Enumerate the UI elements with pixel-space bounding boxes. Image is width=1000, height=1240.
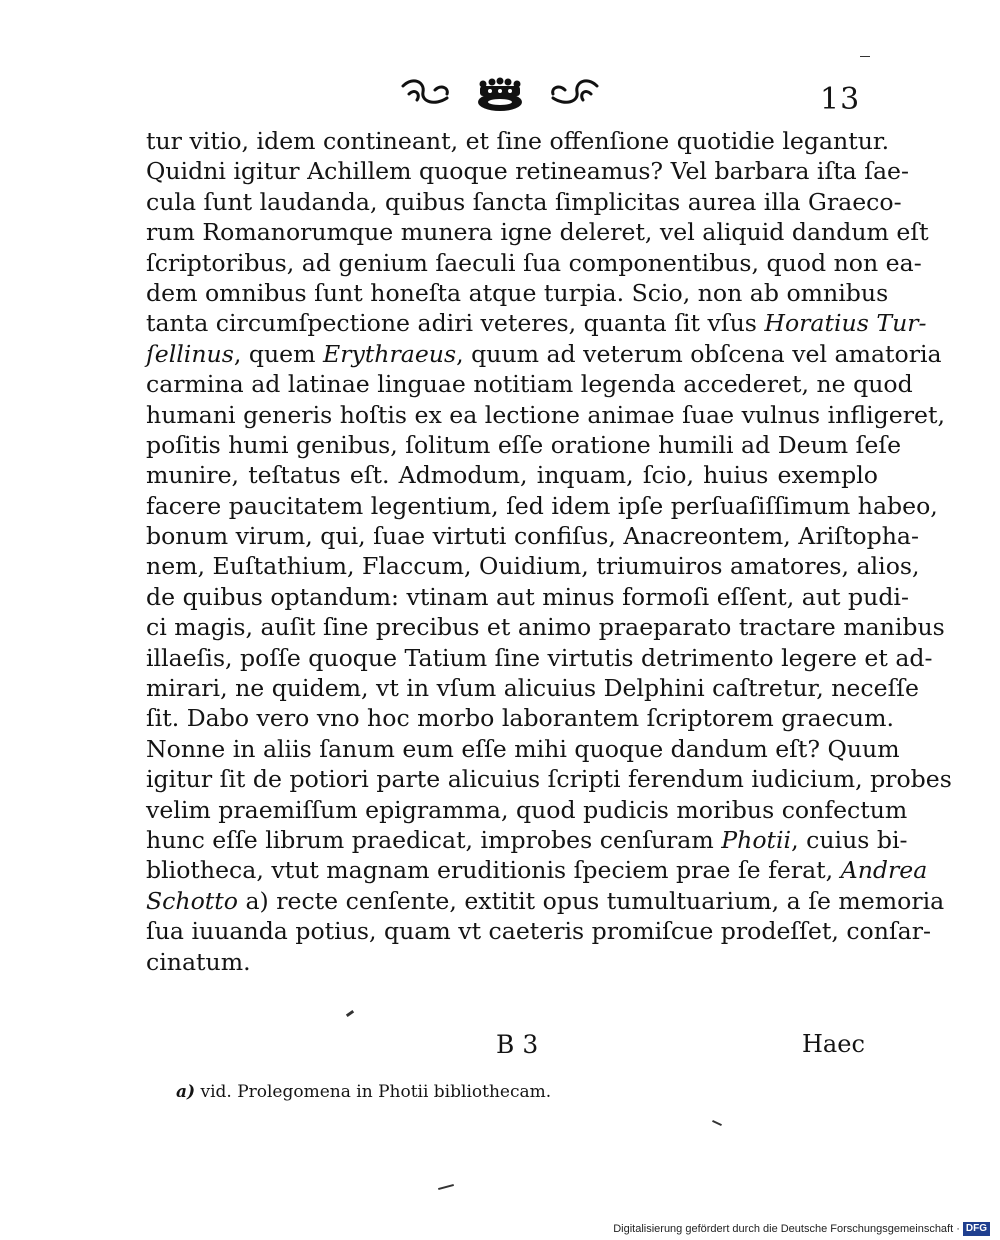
- text-line: cinatum.: [146, 947, 251, 976]
- text-line: velim praemiſſum epigramma, quod pudicis moribus confectum: [146, 795, 908, 824]
- text-line: bonum virum, qui, ſuae virtuti confiſus, Anacreontem, Ariſtopha-: [146, 522, 919, 551]
- text-line: facere paucitatem legentium, ſed idem ipſe perſuaſiſſimum habeo,: [146, 491, 938, 520]
- footnote-text: vid. Prolegomena in Photii bibliothecam.: [200, 1082, 552, 1102]
- signature-mark: B 3: [496, 1030, 539, 1059]
- text-line: Schotto a) recte cenſente, extitit opus tumultuarium, a ſe memoria: [146, 886, 945, 915]
- digitization-credit: [613, 1222, 990, 1236]
- text-line: munire, teſtatus eſt. Admodum, inquam, ſcio, huius exemplo: [146, 461, 878, 490]
- text-line: hunc eſſe librum praedicat, improbes cenſuram Photii, cuius bi-: [146, 825, 908, 854]
- text-line: carmina ad latinae linguae notitiam legenda accederet, ne quod: [146, 370, 913, 399]
- text-line: tur vitio, idem contineant, et ſine offenſione quotidie legantur.: [146, 127, 890, 155]
- ink-speck: [860, 56, 870, 57]
- text-line: rum Romanorumque munera igne deleret, vel aliquid dandum eſt: [146, 218, 929, 247]
- text-line: cula ſunt laudanda, quibus ſancta ſimplicitas aurea illa Graeco-: [146, 187, 902, 216]
- text-line: Nonne in aliis ſanum eum eſſe mihi quoque dandum eſt? Quum: [146, 734, 900, 763]
- dfg-logo: DFG: [963, 1222, 990, 1236]
- text-line: mirari, ne quidem, vt in vſum alicuius Delphini caſtretur, neceſſe: [146, 674, 919, 703]
- text-line: ſellinus, quem Erythraeus, quum ad veterum obſcena vel amatoria: [146, 339, 942, 368]
- credit-text: Digitalisierung gefördert durch die Deutsche Forschungsgemeinschaft ·: [613, 1223, 960, 1235]
- body-text: [146, 126, 952, 977]
- text-line: Quidni igitur Achillem quoque retineamus? Vel barbara iſta ſae-: [146, 157, 909, 186]
- ink-speck: [346, 1010, 354, 1017]
- page-number: 13: [820, 82, 861, 117]
- text-line: de quibus optandum: vtinam aut minus formoſi eſſent, aut pudi-: [146, 582, 909, 611]
- ink-speck: [712, 1120, 722, 1126]
- footnote: [176, 1082, 551, 1102]
- text-line: tanta circumſpectione adiri veteres, quanta ſit vſus Horatius Tur-: [146, 309, 927, 338]
- text-line: ſua iuuanda potius, quam vt caeteris promiſcue prodeſſet, conſar-: [146, 917, 931, 946]
- text-line: poſitis humi genibus, ſolitum eſſe oratione humili ad Deum ſeſe: [146, 430, 902, 459]
- text-line: igitur ſit de potiori parte alicuius ſcripti ferendum iudicium, probes: [146, 765, 952, 794]
- text-line: dem omnibus ſunt honeſta atque turpia. Scio, non ab omnibus: [146, 278, 889, 307]
- footnote-marker: a): [176, 1082, 196, 1102]
- catchword: Haec: [802, 1030, 865, 1058]
- text-line: humani generis hoſtis ex ea lectione animae ſuae vulnus infligeret,: [146, 400, 945, 429]
- text-line: ſcriptoribus, ad genium ſaeculi ſua componentibus, quod non ea-: [146, 248, 922, 277]
- text-line: nem, Euſtathium, Flaccum, Ouidium, triumuiros amatores, alios,: [146, 552, 920, 581]
- text-line: illaeſis, poſſe quoque Tatium ſine virtutis detrimento legere et ad-: [146, 643, 933, 672]
- text-line: bliotheca, vtut magnam eruditionis ſpeciem prae ſe ferat, Andrea: [146, 856, 928, 885]
- text-line: ci magis, auſit ſine precibus et animo praeparato tractare manibus: [146, 613, 945, 642]
- crown-flourish-ornament-icon: [395, 72, 605, 118]
- text-line: ſit. Dabo vero vno hoc morbo laborantem ſcriptorem graecum.: [146, 704, 894, 733]
- ink-speck: [438, 1184, 454, 1190]
